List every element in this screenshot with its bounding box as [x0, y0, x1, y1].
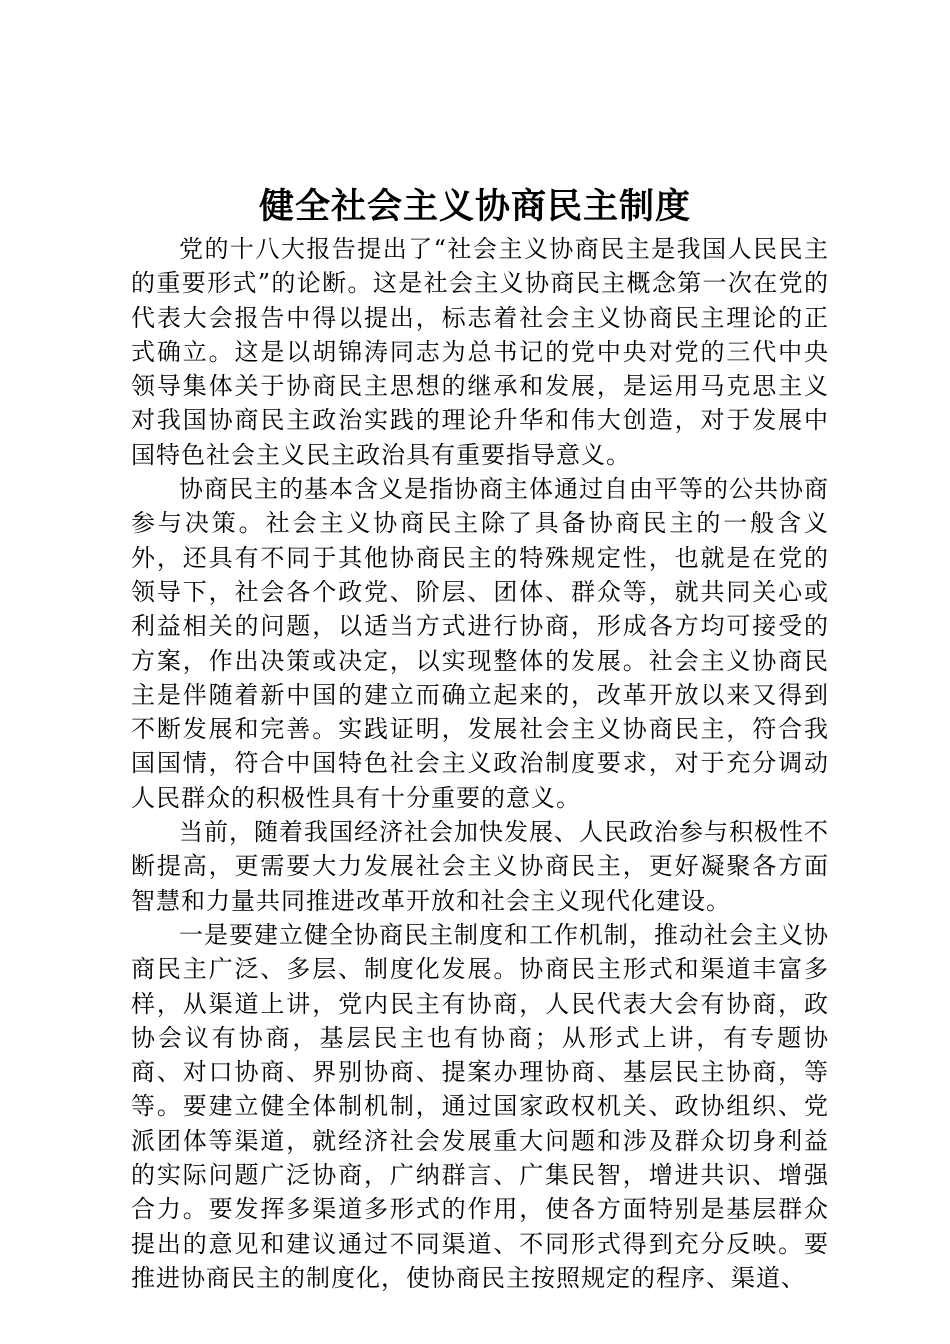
document-title: 健全社会主义协商民主制度: [258, 187, 691, 227]
paragraph-4: 一是要建立健全协商民主制度和工作机制，推动社会主义协商民主广泛、多层、制度化发展。协商民主形式和渠道丰富多样，从渠道上讲，党内民主有协商，人民代表大会有协商，政协会议有协商，基层民主也有协商；从形式上讲，有专题协商、对口协商、界别协商、提案办理协商、基层民主协商，等等。要建立健全体制机制，通过国家政权机关、政协组织、党派团体等渠道，就经济社会发展重大问题和涉及群众切身利益的实际问题广泛协商，广纳群言、广集民智，增进共识、增强合力。要发挥多渠道多形式的作用，使各方面特别是基层群众提出的意见和建议通过不同渠道、不同形式得到充分反映。要推进协商民主的制度化，使协商民主按照规定的程序、渠道、: [131, 920, 829, 1292]
document-body: [131, 232, 829, 1295]
paragraph-1: 党的十八大报告提出了“社会主义协商民主是我国人民民主的重要形式”的论断。这是社会主义协商民主概念第一次在党的代表大会报告中得以提出，标志着社会主义协商民主理论的正式确立。这是以胡锦涛同志为总书记的党中央对党的三代中央领导集体关于协商民主思想的继承和发展，是运用马克思主义对我国协商民主政治实践的理论升华和伟大创造，对于发展中国特色社会主义民主政治具有重要指导意义。: [131, 235, 829, 469]
paragraph-2: 协商民主的基本含义是指协商主体通过自由平等的公共协商参与决策。社会主义协商民主除了具备协商民主的一般含义外，还具有不同于其他协商民主的特殊规定性，也就是在党的领导下，社会各个政党、阶层、团体、群众等，就共同关心或利益相关的问题，以适当方式进行协商，形成各方均可接受的方案，作出决策或决定，以实现整体的发展。社会主义协商民主是伴随着新中国的建立而确立起来的，改革开放以来又得到不断发展和完善。实践证明，发展社会主义协商民主，符合我国国情，符合中国特色社会主义政治制度要求，对于充分调动人民群众的积极性具有十分重要的意义。: [131, 475, 829, 812]
paragraph-3: 当前，随着我国经济社会加快发展、人民政治参与积极性不断提高，更需要大力发展社会主义协商民主，更好凝聚各方面智慧和力量共同推进改革开放和社会主义现代化建设。: [131, 818, 829, 915]
